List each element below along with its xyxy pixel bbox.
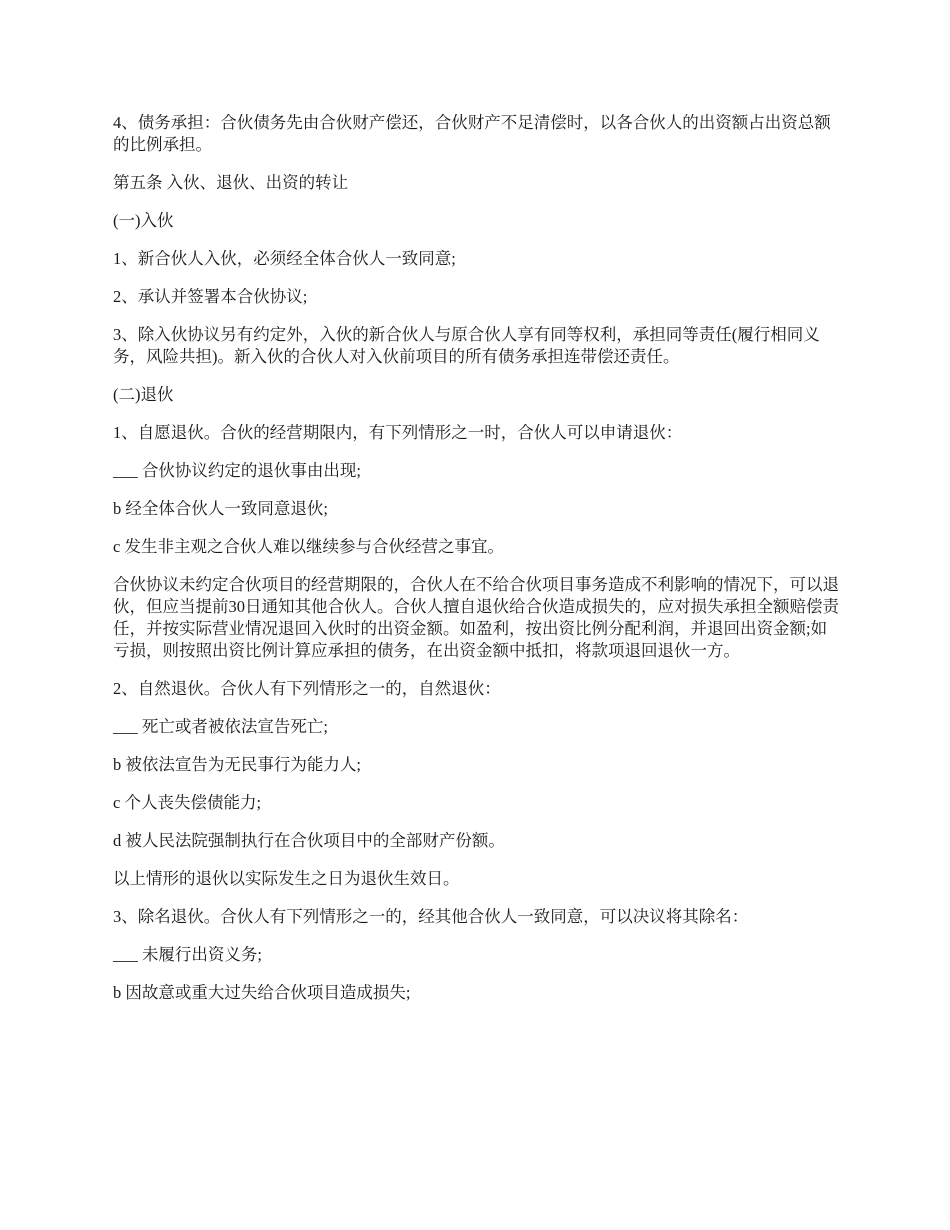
joining-item-3: 3、除入伙协议另有约定外，入伙的新合伙人与原合伙人享有同等权利，承担同等责任(履行相同义务，风险共担)。新入伙的合伙人对入伙前项目的所有债务承担连带偿还责任。 xyxy=(113,325,820,366)
voluntary-item-b: b 经全体合伙人一致同意退伙; xyxy=(113,499,328,518)
voluntary-withdrawal: 1、自愿退伙。合伙的经营期限内，有下列情形之一时，合伙人可以申请退伙： xyxy=(113,423,683,442)
unspecified-term-withdrawal: 合伙协议未约定合伙项目的经营期限的，合伙人在不给合伙项目事务造成不利影响的情况下，可以退伙，但应当提前30日通知其他合伙人。合伙人擅自退伙给合伙造成损失的，应对损失承担全额赔偿责任，并按实际营业情况退回入伙时的出资金额。如盈利，按出资比例分配利润，并退回出资金额;如亏损，则按照出资比例计算应承担的债务，在出资金额中抵扣，将款项退回退伙一方。 xyxy=(113,575,839,660)
natural-item-a: ___ 死亡或者被依法宣告死亡; xyxy=(113,717,328,736)
natural-item-d: d 被人民法院强制执行在合伙项目中的全部财产份额。 xyxy=(113,831,505,850)
voluntary-item-a: ___ 合伙协议约定的退伙事由出现; xyxy=(113,461,361,480)
voluntary-item-c: c 发生非主观之合伙人难以继续参与合伙经营之事宜。 xyxy=(113,537,504,556)
section-withdrawal-heading: (二)退伙 xyxy=(113,385,174,404)
debt-liability-clause: 4、债务承担：合伙债务先由合伙财产偿还，合伙财产不足清偿时，以各合伙人的出资额占出资总额的比例承担。 xyxy=(113,113,831,154)
natural-item-c: c 个人丧失偿债能力; xyxy=(113,793,262,812)
expulsion-item-b: b 因故意或重大过失给合伙项目造成损失; xyxy=(113,983,411,1002)
natural-item-b: b 被依法宣告为无民事行为能力人; xyxy=(113,755,361,774)
expulsion-withdrawal: 3、除名退伙。合伙人有下列情形之一的，经其他合伙人一致同意，可以决议将其除名： xyxy=(113,907,749,926)
expulsion-item-a: ___ 未履行出资义务; xyxy=(113,945,262,964)
article-five-heading: 第五条 入伙、退伙、出资的转让 xyxy=(113,173,349,192)
section-joining-heading: (一)入伙 xyxy=(113,211,174,230)
document-page xyxy=(113,112,843,1020)
natural-withdrawal: 2、自然退伙。合伙人有下列情形之一的，自然退伙： xyxy=(113,679,501,698)
withdrawal-effective-date: 以上情形的退伙以实际发生之日为退伙生效日。 xyxy=(113,869,460,888)
joining-item-2: 2、承认并签署本合伙协议; xyxy=(113,287,308,306)
joining-item-1: 1、新合伙人入伙，必须经全体合伙人一致同意; xyxy=(113,249,456,268)
